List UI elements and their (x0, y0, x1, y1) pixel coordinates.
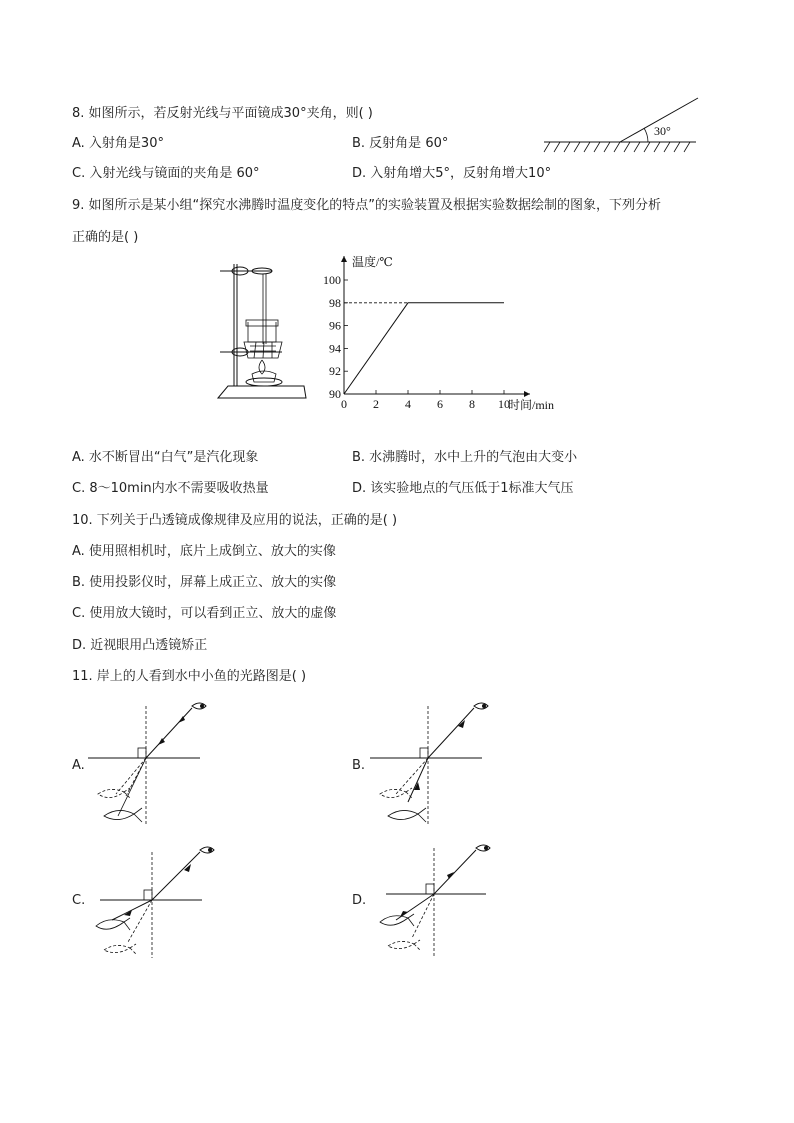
q11-label-c: C. (72, 893, 86, 908)
x-tick-label: 10 (498, 397, 510, 411)
q9-stem-line1: 9. 如图所示是某小组“探究水沸腾时温度变化的特点”的实验装置及根据实验数据绘制的图象，下列分析 (72, 198, 662, 213)
q8-option-d: D. 入射角增大5°，反射角增大10° (352, 166, 552, 181)
fish-image-icon (104, 944, 136, 954)
q11-diagram-b (370, 698, 494, 830)
q9-option-c: C. 8～10min内水不需要吸收热量 (72, 481, 269, 496)
x-tick-label: 8 (469, 397, 475, 411)
y-tick-label: 94 (329, 341, 341, 356)
angle-label: 30° (654, 124, 671, 138)
q11-stem: 11. 岸上的人看到水中小鱼的光路图是( ) (72, 669, 307, 684)
q9-option-a: A. 水不断冒出“白气”是汽化现象 (72, 450, 259, 465)
y-axis-arrow (341, 256, 347, 262)
q9-stem-line2: 正确的是( ) (72, 230, 139, 245)
fish-icon (96, 918, 130, 930)
q10-option-b: B. 使用投影仪时，屏幕上成正立、放大的实像 (72, 575, 337, 590)
y-tick-label: 96 (329, 318, 341, 333)
fish-icon (388, 808, 426, 822)
q10-option-c: C. 使用放大镜时，可以看到正立、放大的虚像 (72, 606, 337, 621)
q11-label-d: D. (352, 893, 367, 908)
q11-label-a: A. (72, 758, 85, 773)
q8-option-a: A. 入射角是30° (72, 136, 164, 151)
fish-image-icon (388, 940, 420, 950)
temperature-time-chart (318, 252, 588, 417)
fish-icon (104, 808, 142, 822)
q11-diagram-d (372, 842, 496, 960)
q9-option-d: D. 该实验地点的气压低于1标准大气压 (352, 481, 574, 496)
q8-option-b: B. 反射角是 60° (352, 136, 449, 151)
y-tick-label: 90 (329, 387, 341, 401)
y-tick-label: 98 (329, 295, 341, 310)
q10-option-d: D. 近视眼用凸透镜矫正 (72, 638, 208, 653)
x-tick-label: 0 (341, 397, 347, 411)
x-axis-label: 时间/min (508, 398, 555, 412)
boiling-apparatus-figure (212, 256, 312, 414)
q10-stem: 10. 下列关于凸透镜成像规律及应用的说法，正确的是( ) (72, 513, 398, 528)
q11-diagram-a (88, 698, 212, 830)
q9-option-b: B. 水沸腾时，水中上升的气泡由大变小 (352, 450, 578, 465)
temperature-series-line (344, 303, 504, 394)
x-axis-arrow (524, 391, 530, 397)
y-axis-label: 温度/℃ (352, 255, 393, 269)
q11-label-b: B. (352, 758, 366, 773)
q11-diagram-c (90, 842, 214, 960)
x-tick-label: 2 (373, 397, 379, 411)
q8-stem: 8. 如图所示，若反射光线与平面镜成30°夹角，则( ) (72, 106, 373, 121)
y-tick-label: 92 (329, 364, 341, 379)
y-tick-label: 100 (323, 273, 341, 287)
q8-mirror-figure (540, 94, 700, 158)
fish-image-icon (98, 788, 130, 798)
fish-image-icon (380, 788, 412, 798)
x-tick-label: 4 (405, 397, 411, 411)
q8-option-c: C. 入射光线与镜面的夹角是 60° (72, 166, 260, 181)
x-tick-label: 6 (437, 397, 443, 411)
mirror-hatching (544, 142, 690, 152)
q10-option-a: A. 使用照相机时，底片上成倒立、放大的实像 (72, 544, 336, 559)
fish-icon (380, 914, 414, 926)
